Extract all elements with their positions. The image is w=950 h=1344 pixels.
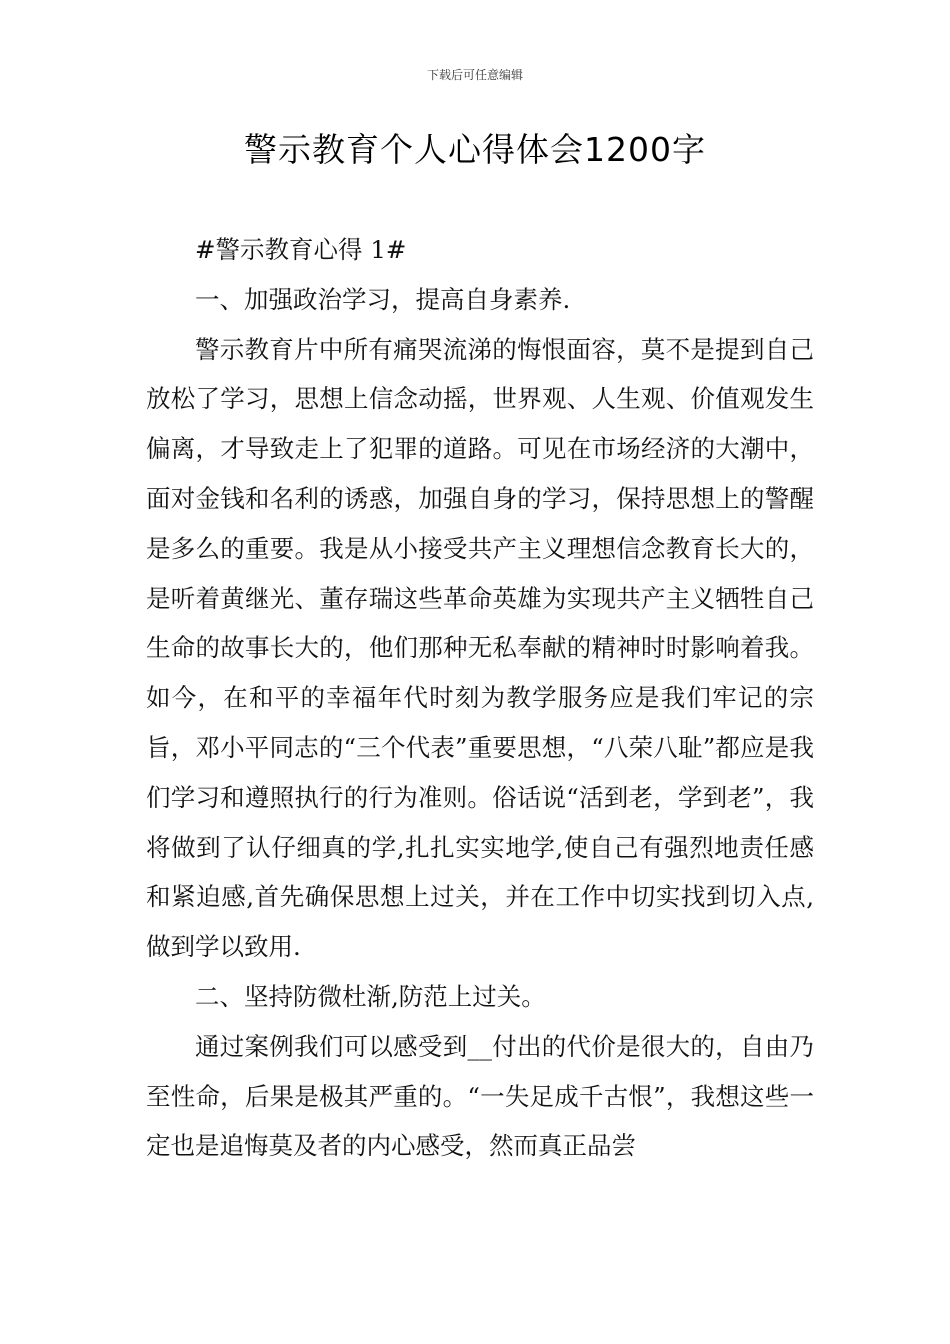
body-paragraph-1: 警示教育片中所有痛哭流涕的悔恨面容，莫不是提到自己放松了学习，思想上信念动摇，世界观、人生观、价值观发生偏离，才导致走上了犯罪的道路。可见在市场经济的大潮中，面对金钱和名利的诱惑，加强自身的学习，保持思想上的警醒是多么的重要。我是从小接受共产主义理想信念教育长大的，是听着黄继光、董存瑞这些革命英雄为实现共产主义牺牲自己生命的故事长大的，他们那种无私奉献的精神时时影响着我。如今，在和平的幸福年代时刻为教学服务应是我们牢记的宗旨，邓小平同志的“三个代表”重要思想，“八荣八耻”都应是我们学习和遵照执行的行为准则。俗话说“活到老，学到老”，我将做到了认仔细真的学,扎扎实实地学,使自己有强烈地责任感和紧迫感,首先确保思想上过关，并在工作中切实找到切入点,做到学以致用. [146,334,814,962]
document-body [146,225,814,1171]
section-heading-2: 二、坚持防微杜渐,防范上过关。 [195,981,546,1011]
body-paragraph-2: 通过案例我们可以感受到__付出的代价是很大的，自由乃至性命，后果是极其严重的。“一失足成千古恨”，我想这些一定也是追悔莫及者的内心感受，然而真正品尝 [146,1031,814,1161]
document-title: 警示教育个人心得体会1200字 [244,130,706,169]
section-marker: #警示教育心得 1# [195,235,407,264]
section-heading-1: 一、加强政治学习，提高自身素养. [195,284,571,314]
header-note: 下载后可任意编辑 [426,68,523,82]
